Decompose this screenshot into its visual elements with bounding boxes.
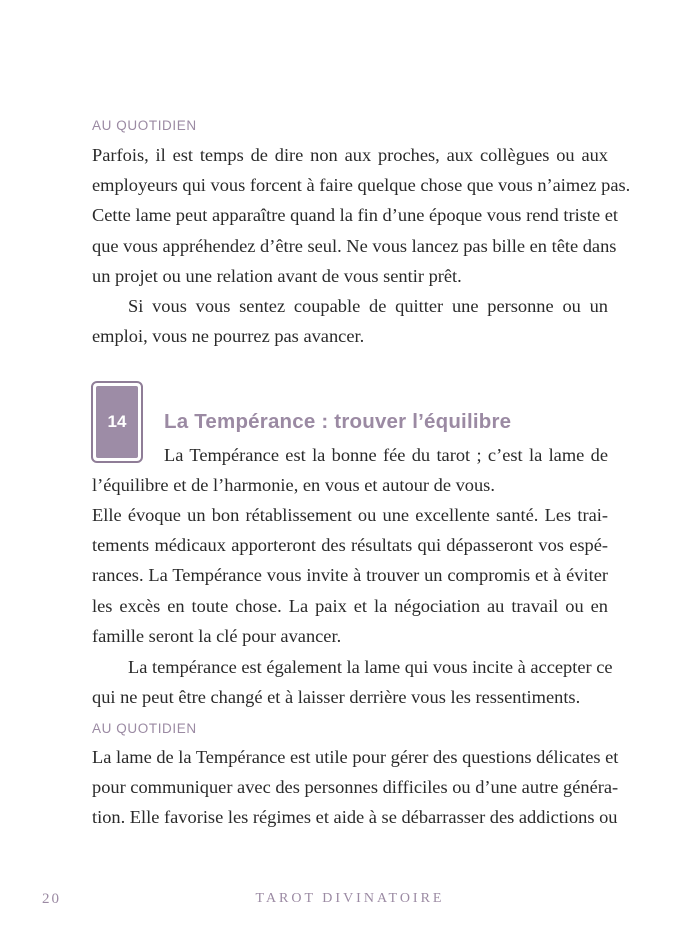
text-line: Cette lame peut apparaître quand la fin d’une époque vous rend triste et <box>92 205 618 226</box>
text-line: La tempérance est également la lame qui vous incite à accepter ce <box>128 657 613 677</box>
text-line: tion. Elle favorise les régimes et aide à se débarrasser des addictions ou <box>92 807 618 828</box>
text-line: un projet ou une relation avant de vous sentir prêt. <box>92 265 462 286</box>
section-label: AU QUOTIDIEN <box>92 118 197 133</box>
text-line: que vous appréhendez d’être seul. Ne vous lancez pas bille en tête dans <box>92 235 617 256</box>
paragraph <box>92 742 619 833</box>
paragraph <box>92 140 631 291</box>
text-line: qui ne peut être changé et à laisser derrière vous les ressentiments. <box>92 687 581 708</box>
text-line: les excès en toute chose. La paix et la négociation au travail ou en <box>92 595 608 616</box>
text-line: l’équilibre et de l’harmonie, en vous et autour de vous. <box>92 475 495 495</box>
paragraph <box>92 500 608 651</box>
section-label: AU QUOTIDIEN <box>92 721 197 736</box>
paragraph <box>92 470 608 500</box>
text-line: tements médicaux apporteront des résultats qui dépasseront vos espé- <box>92 535 608 556</box>
paragraph <box>164 440 608 470</box>
page-number: 20 <box>42 891 61 907</box>
text-line: Parfois, il est temps de dire non aux proches, aux collègues ou aux <box>92 145 608 165</box>
card-number-badge <box>91 381 143 463</box>
text-line: emploi, vous ne pourrez pas avancer. <box>92 326 365 347</box>
card-number: 14 <box>96 386 138 458</box>
text-line: La lame de la Tempérance est utile pour gérer des questions délicates et <box>92 747 619 767</box>
text-line: employeurs qui vous forcent à faire quelque chose que vous n’aimez pas. <box>92 175 631 196</box>
text-line: La Tempérance est la bonne fée du tarot ; c’est la lame de <box>164 445 608 465</box>
chapter-title: La Tempérance : trouver l’équilibre <box>164 410 512 433</box>
text-line: rances. La Tempérance vous invite à trouver un compromis et à éviter <box>92 565 608 586</box>
text-line: pour communiquer avec des personnes difficiles ou d’une autre généra- <box>92 777 619 798</box>
paragraph <box>92 291 608 351</box>
running-footer-title: TAROT DIVINATOIRE <box>255 891 445 906</box>
paragraph <box>92 652 613 712</box>
text-line: famille seront la clé pour avancer. <box>92 625 342 646</box>
text-line: Elle évoque un bon rétablissement ou une excellente santé. Les trai- <box>92 505 608 525</box>
text-line: Si vous vous sentez coupable de quitter une personne ou un <box>128 296 608 316</box>
